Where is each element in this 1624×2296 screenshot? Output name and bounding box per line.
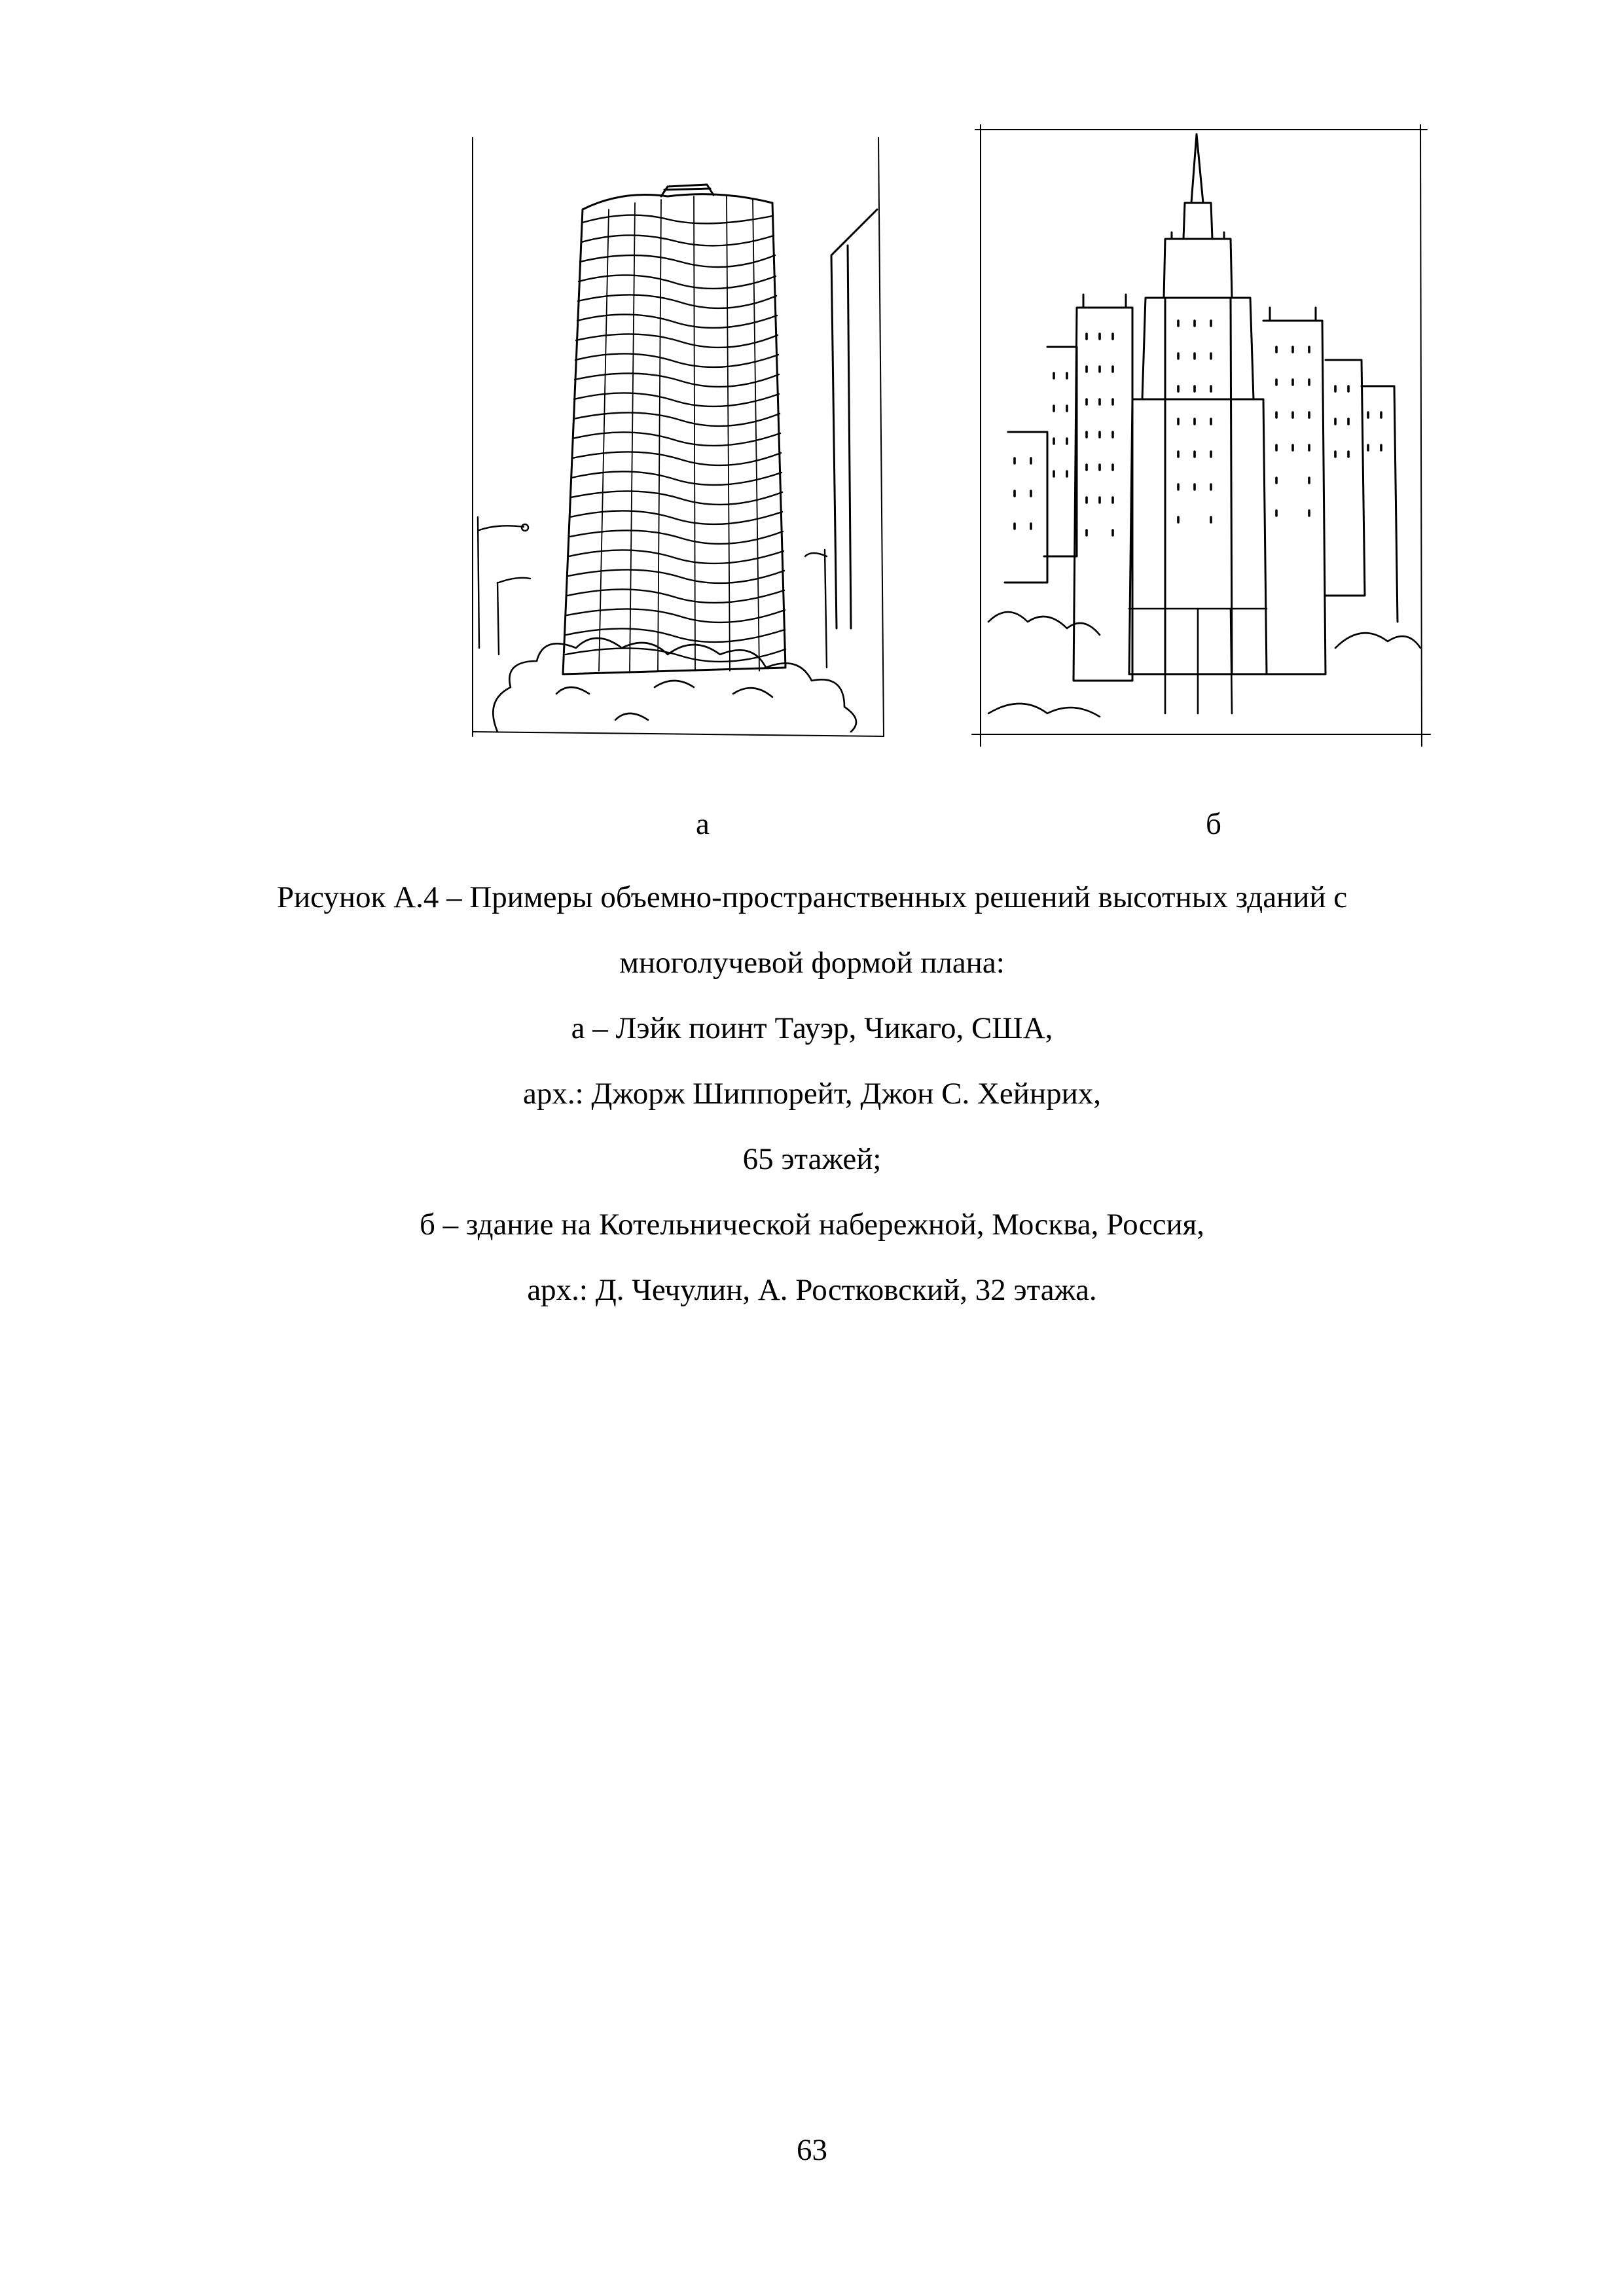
tower-mullions	[599, 196, 759, 671]
trees	[493, 638, 856, 732]
figure-caption-line-3: а – Лэйк поинт Тауэр, Чикаго, США,	[571, 1011, 1053, 1045]
figure-caption-line-5: 65 этажей;	[742, 1142, 882, 1176]
sublabel-b: б	[1206, 807, 1221, 841]
sketch-frame	[972, 124, 1430, 746]
figure-caption-line-6: б – здание на Котельнической набережной, Москва, Россия,	[419, 1208, 1205, 1242]
figure-caption-line-1: Рисунок А.4 – Примеры объемно-пространственных решений высотных зданий с	[276, 880, 1348, 914]
sketch-lake-point-tower	[458, 131, 890, 740]
neighbor-building	[831, 209, 877, 628]
sketch-frame	[473, 137, 884, 736]
spire	[1183, 134, 1212, 239]
sublabel-a: а	[696, 807, 710, 841]
base-and-trees	[988, 609, 1420, 717]
side-wings	[1005, 295, 1398, 681]
windows	[1015, 321, 1381, 535]
figure-caption-line-2: многолучевой формой плана:	[619, 946, 1005, 980]
tower-floor-lines	[566, 215, 785, 662]
sketch-kotelnicheskaya-building	[969, 124, 1434, 749]
page-number: 63	[797, 2133, 827, 2167]
figure-caption-line-7: арх.: Д. Чечулин, А. Ростковский, 32 этажа.	[527, 1273, 1097, 1307]
figure-caption-line-4: арх.: Джорж Шиппорейт, Джон С. Хейнрих,	[522, 1077, 1102, 1111]
